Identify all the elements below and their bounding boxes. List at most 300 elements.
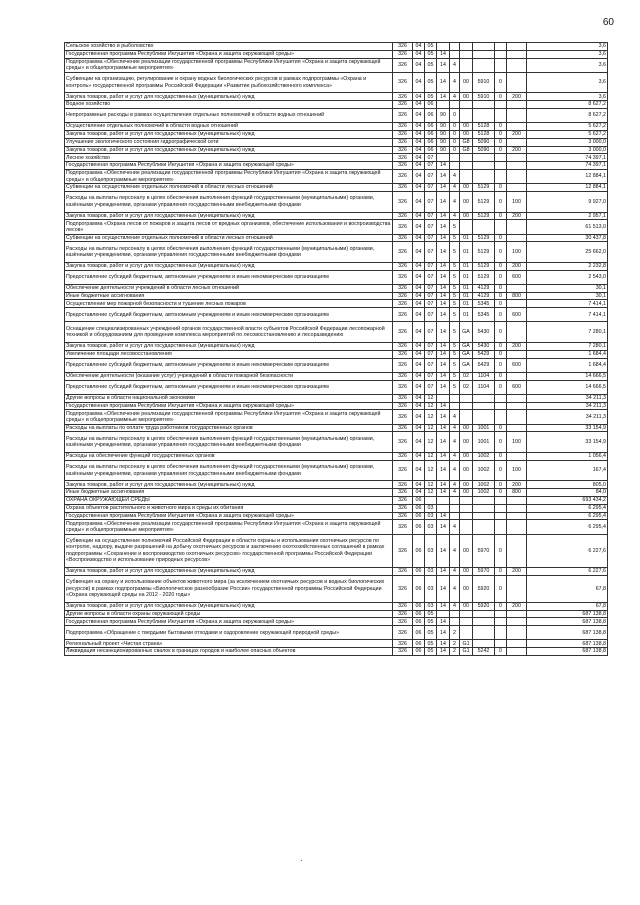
code-type xyxy=(507,234,527,242)
code-type xyxy=(507,300,527,308)
code-type xyxy=(507,169,527,183)
code-subprogram xyxy=(450,394,460,402)
code-section: 04 xyxy=(413,343,425,351)
row-amount: 167,4 xyxy=(527,460,608,481)
code-direction xyxy=(460,496,473,504)
table-row xyxy=(65,50,608,58)
code-admin: 326 xyxy=(393,432,413,453)
code-type xyxy=(507,618,527,626)
code-suffix: 0 xyxy=(495,358,507,372)
code-subprogram: 4 xyxy=(450,575,460,602)
code-program: 14 xyxy=(437,191,450,212)
code-subprogram: 5 xyxy=(450,262,460,270)
code-subsection: 12 xyxy=(425,460,437,481)
code-suffix: 0 xyxy=(495,72,507,93)
code-type: 200 xyxy=(507,343,527,351)
code-admin: 326 xyxy=(393,234,413,242)
code-program xyxy=(437,394,450,402)
table-row xyxy=(65,410,608,424)
row-name: Водное хозяйство xyxy=(65,101,393,109)
code-expense xyxy=(473,512,495,520)
code-section: 06 xyxy=(413,520,425,534)
code-subprogram xyxy=(450,610,460,618)
code-expense: 5345 xyxy=(473,300,495,308)
code-subprogram: 4 xyxy=(450,184,460,192)
row-amount: 3,6 xyxy=(527,43,608,51)
row-name: Расходы на выплаты персоналу в целях обеспечения выполнения функций государственными (муниципальными) органами, казёнными учреждениями, органами управления государственными внебюджетными фондами xyxy=(65,460,393,481)
code-subprogram xyxy=(450,512,460,520)
code-subsection: 07 xyxy=(425,343,437,351)
table-row xyxy=(65,284,608,292)
code-expense: 5429 xyxy=(473,350,495,358)
code-program: 14 xyxy=(437,162,450,170)
code-subsection: 12 xyxy=(425,489,437,497)
code-subprogram: 2 xyxy=(450,626,460,640)
code-type xyxy=(507,394,527,402)
code-subsection: 07 xyxy=(425,184,437,192)
code-type: 200 xyxy=(507,567,527,575)
code-expense: 1002 xyxy=(473,481,495,489)
code-subprogram: 4 xyxy=(450,432,460,453)
row-amount: 3,6 xyxy=(527,93,608,101)
row-name: Улучшение экологического состояния гидрографической сети xyxy=(65,138,393,146)
code-direction: G8 xyxy=(460,138,473,146)
code-suffix xyxy=(495,169,507,183)
code-admin: 326 xyxy=(393,130,413,138)
code-subsection: 12 xyxy=(425,481,437,489)
code-subprogram xyxy=(450,50,460,58)
code-suffix xyxy=(495,402,507,410)
code-suffix: 0 xyxy=(495,212,507,220)
code-admin: 326 xyxy=(393,402,413,410)
code-subprogram: 5 xyxy=(450,300,460,308)
code-program xyxy=(437,101,450,109)
row-name: Осуществление мер пожарной безопасности и тушение лесных пожаров xyxy=(65,300,393,308)
code-subsection: 07 xyxy=(425,242,437,263)
table-row xyxy=(65,300,608,308)
table-row xyxy=(65,504,608,512)
code-type xyxy=(507,520,527,534)
code-subsection: 07 xyxy=(425,350,437,358)
row-amount: 5 627,2 xyxy=(527,123,608,131)
code-expense xyxy=(473,108,495,122)
code-expense: 5129 xyxy=(473,242,495,263)
code-direction xyxy=(460,626,473,640)
code-section: 06 xyxy=(413,534,425,567)
code-direction: GA xyxy=(460,358,473,372)
footer-mark: · xyxy=(300,856,303,865)
code-subprogram: 4 xyxy=(450,72,460,93)
code-program: 14 xyxy=(437,284,450,292)
code-expense xyxy=(473,504,495,512)
code-type xyxy=(507,72,527,93)
code-admin: 326 xyxy=(393,460,413,481)
table-row xyxy=(65,520,608,534)
table-row xyxy=(65,648,608,656)
code-direction xyxy=(460,610,473,618)
code-expense: 5129 xyxy=(473,191,495,212)
code-suffix: 0 xyxy=(495,308,507,322)
table-row xyxy=(65,292,608,300)
code-expense: 5920 xyxy=(473,602,495,610)
code-subprogram: 4 xyxy=(450,481,460,489)
code-type xyxy=(507,504,527,512)
code-direction: 00 xyxy=(460,184,473,192)
code-type xyxy=(507,372,527,380)
code-program: 14 xyxy=(437,410,450,424)
code-type xyxy=(507,123,527,131)
code-suffix: 0 xyxy=(495,424,507,432)
code-suffix xyxy=(495,504,507,512)
code-suffix xyxy=(495,410,507,424)
code-type xyxy=(507,575,527,602)
code-suffix: 0 xyxy=(495,262,507,270)
code-subsection: 07 xyxy=(425,169,437,183)
table-row xyxy=(65,146,608,154)
row-amount: 687 138,8 xyxy=(527,640,608,648)
code-subsection: 07 xyxy=(425,162,437,170)
code-section: 04 xyxy=(413,58,425,72)
row-name: Иные бюджетные ассигнования xyxy=(65,489,393,497)
code-type: 100 xyxy=(507,191,527,212)
code-suffix: 0 xyxy=(495,432,507,453)
row-name: Предоставление субсидий бюджетным, автономным учреждениям и иным некоммерческим организациям xyxy=(65,308,393,322)
code-subsection: 05 xyxy=(425,50,437,58)
row-amount: 34 211,3 xyxy=(527,402,608,410)
code-type: 200 xyxy=(507,212,527,220)
code-program: 14 xyxy=(437,432,450,453)
code-expense: 5910 xyxy=(473,72,495,93)
code-subsection: 06 xyxy=(425,108,437,122)
code-admin: 326 xyxy=(393,169,413,183)
code-program xyxy=(437,43,450,51)
row-amount: 3 000,0 xyxy=(527,138,608,146)
code-expense: 4129 xyxy=(473,284,495,292)
code-section: 04 xyxy=(413,146,425,154)
code-type xyxy=(507,162,527,170)
table-row xyxy=(65,154,608,162)
code-admin: 326 xyxy=(393,242,413,263)
code-direction xyxy=(460,58,473,72)
code-section: 04 xyxy=(413,93,425,101)
row-name: Предоставление субсидий бюджетным, автономным учреждениям и иным некоммерческим организациям xyxy=(65,358,393,372)
code-expense xyxy=(473,220,495,234)
code-subsection: 05 xyxy=(425,626,437,640)
table-row xyxy=(65,567,608,575)
code-subprogram xyxy=(450,496,460,504)
code-admin: 326 xyxy=(393,270,413,284)
code-expense: 1002 xyxy=(473,460,495,481)
code-subsection: 05 xyxy=(425,43,437,51)
table-row xyxy=(65,424,608,432)
code-type xyxy=(507,322,527,343)
table-row xyxy=(65,402,608,410)
code-program: 14 xyxy=(437,424,450,432)
code-direction: 02 xyxy=(460,380,473,394)
row-amount: 14 666,5 xyxy=(527,380,608,394)
row-name: Государственная программа Республики Ингушетия «Охрана и защита окружающей среды» xyxy=(65,512,393,520)
row-amount: 1 684,4 xyxy=(527,358,608,372)
code-program: 14 xyxy=(437,460,450,481)
code-type xyxy=(507,610,527,618)
code-section: 04 xyxy=(413,184,425,192)
code-subsection: 03 xyxy=(425,534,437,567)
code-suffix xyxy=(495,520,507,534)
table-row xyxy=(65,242,608,263)
row-name: Подпрограмма «Обеспечение реализации государственной программы Республики Ингушетия «Охрана и защита окружающей среды» и общепрограммные мероприятия» xyxy=(65,169,393,183)
code-suffix xyxy=(495,154,507,162)
code-program: 14 xyxy=(437,50,450,58)
budget-table-body xyxy=(65,43,608,656)
row-amount: 3 000,0 xyxy=(527,146,608,154)
code-subprogram: 5 xyxy=(450,220,460,234)
code-type xyxy=(507,402,527,410)
code-program: 90 xyxy=(437,130,450,138)
code-program: 14 xyxy=(437,489,450,497)
code-admin: 326 xyxy=(393,575,413,602)
code-suffix xyxy=(495,610,507,618)
code-type: 800 xyxy=(507,292,527,300)
table-row xyxy=(65,618,608,626)
code-expense xyxy=(473,154,495,162)
code-direction: 00 xyxy=(460,534,473,567)
code-admin: 326 xyxy=(393,512,413,520)
code-expense: 5090 xyxy=(473,138,495,146)
code-section: 06 xyxy=(413,648,425,656)
code-suffix: 0 xyxy=(495,380,507,394)
code-section: 06 xyxy=(413,626,425,640)
table-row xyxy=(65,575,608,602)
code-direction: 02 xyxy=(460,372,473,380)
table-row xyxy=(65,512,608,520)
code-type xyxy=(507,138,527,146)
code-subsection: 07 xyxy=(425,292,437,300)
code-subprogram: 4 xyxy=(450,534,460,567)
row-name: Расходы на выплаты персоналу в целях обеспечения выполнения функций государственными (муниципальными) органами, казёнными учреждениями, органами управления государственными внебюджетными фондами xyxy=(65,432,393,453)
table-row xyxy=(65,626,608,640)
code-admin: 326 xyxy=(393,184,413,192)
table-row xyxy=(65,602,608,610)
row-amount: 74 397,1 xyxy=(527,154,608,162)
code-suffix xyxy=(495,496,507,504)
code-program: 14 xyxy=(437,93,450,101)
code-admin: 326 xyxy=(393,424,413,432)
code-type: 600 xyxy=(507,380,527,394)
code-expense xyxy=(473,43,495,51)
code-section: 04 xyxy=(413,242,425,263)
row-name: Государственная программа Республики Ингушетия «Охрана и защита окружающей среды» xyxy=(65,162,393,170)
code-admin: 326 xyxy=(393,610,413,618)
row-name: Закупка товаров, работ и услуг для государственных (муниципальных) нужд xyxy=(65,343,393,351)
code-admin: 326 xyxy=(393,58,413,72)
code-program: 14 xyxy=(437,452,450,460)
code-direction: 01 xyxy=(460,270,473,284)
code-program: 14 xyxy=(437,343,450,351)
code-subprogram: 2 xyxy=(450,648,460,656)
code-subprogram: 4 xyxy=(450,520,460,534)
code-subsection: 06 xyxy=(425,101,437,109)
row-amount: 2 543,0 xyxy=(527,270,608,284)
code-admin: 326 xyxy=(393,350,413,358)
code-subprogram: 0 xyxy=(450,146,460,154)
row-amount: 1 056,4 xyxy=(527,452,608,460)
row-name: Закупка товаров, работ и услуг для государственных (муниципальных) нужд xyxy=(65,262,393,270)
code-direction: 01 xyxy=(460,292,473,300)
table-row xyxy=(65,72,608,93)
code-expense: 5128 xyxy=(473,123,495,131)
code-suffix: 0 xyxy=(495,460,507,481)
code-expense: 1001 xyxy=(473,424,495,432)
code-admin: 326 xyxy=(393,191,413,212)
code-direction: 00 xyxy=(460,212,473,220)
code-subsection: 06 xyxy=(425,138,437,146)
code-subprogram: 5 xyxy=(450,270,460,284)
code-direction: 01 xyxy=(460,234,473,242)
code-subprogram: 5 xyxy=(450,308,460,322)
code-suffix: 0 xyxy=(495,300,507,308)
row-name: Иные бюджетные ассигнования xyxy=(65,292,393,300)
row-name: Закупка товаров, работ и услуг для государственных (муниципальных) нужд xyxy=(65,567,393,575)
code-suffix xyxy=(495,50,507,58)
code-admin: 326 xyxy=(393,262,413,270)
row-amount: 67,8 xyxy=(527,575,608,602)
code-type xyxy=(507,284,527,292)
row-amount: 33 154,9 xyxy=(527,424,608,432)
code-admin: 326 xyxy=(393,93,413,101)
code-expense: 5430 xyxy=(473,343,495,351)
code-subprogram: 4 xyxy=(450,460,460,481)
row-name: Непрограммные расходы в рамках осуществления отдельных полномочий в области водных отношений xyxy=(65,108,393,122)
code-type xyxy=(507,184,527,192)
code-type: 100 xyxy=(507,242,527,263)
row-amount: 30 437,8 xyxy=(527,234,608,242)
code-expense: 5910 xyxy=(473,93,495,101)
code-section: 04 xyxy=(413,394,425,402)
code-program: 14 xyxy=(437,58,450,72)
row-amount: 14 666,5 xyxy=(527,372,608,380)
code-direction: 00 xyxy=(460,489,473,497)
code-direction xyxy=(460,101,473,109)
code-expense: 1001 xyxy=(473,432,495,453)
code-subsection: 07 xyxy=(425,358,437,372)
code-section: 04 xyxy=(413,270,425,284)
code-suffix xyxy=(495,618,507,626)
code-admin: 326 xyxy=(393,162,413,170)
code-section: 04 xyxy=(413,43,425,51)
code-suffix: 0 xyxy=(495,452,507,460)
code-subsection: 07 xyxy=(425,220,437,234)
row-amount: 30,1 xyxy=(527,292,608,300)
code-suffix xyxy=(495,101,507,109)
code-section: 04 xyxy=(413,350,425,358)
code-subsection: 07 xyxy=(425,212,437,220)
code-direction xyxy=(460,394,473,402)
table-row xyxy=(65,138,608,146)
code-program: 14 xyxy=(437,602,450,610)
code-expense: 1002 xyxy=(473,452,495,460)
code-subprogram: 5 xyxy=(450,343,460,351)
row-amount: 6 295,4 xyxy=(527,504,608,512)
code-subsection: 12 xyxy=(425,424,437,432)
code-type: 100 xyxy=(507,432,527,453)
code-suffix: 0 xyxy=(495,123,507,131)
code-expense: 1002 xyxy=(473,489,495,497)
code-section: 06 xyxy=(413,512,425,520)
code-direction: 00 xyxy=(460,567,473,575)
code-section: 06 xyxy=(413,504,425,512)
code-subsection: 07 xyxy=(425,262,437,270)
table-row xyxy=(65,234,608,242)
row-amount: 7 414,1 xyxy=(527,308,608,322)
code-expense: 5128 xyxy=(473,130,495,138)
code-direction: G1 xyxy=(460,648,473,656)
code-program: 14 xyxy=(437,618,450,626)
code-section: 04 xyxy=(413,452,425,460)
code-admin: 326 xyxy=(393,72,413,93)
code-expense xyxy=(473,640,495,648)
code-program: 14 xyxy=(437,270,450,284)
code-expense xyxy=(473,162,495,170)
row-name: Закупка товаров, работ и услуг для государственных (муниципальных) нужд xyxy=(65,93,393,101)
code-type: 600 xyxy=(507,308,527,322)
code-section: 04 xyxy=(413,402,425,410)
row-name: ОХРАНА ОКРУЖАЮЩЕЙ СРЕДЫ xyxy=(65,496,393,504)
code-section: 04 xyxy=(413,284,425,292)
code-admin: 326 xyxy=(393,602,413,610)
code-subprogram: 4 xyxy=(450,410,460,424)
code-subprogram: 4 xyxy=(450,212,460,220)
row-name: Другие вопросы в области национальной экономики xyxy=(65,394,393,402)
code-section: 04 xyxy=(413,410,425,424)
code-suffix xyxy=(495,162,507,170)
row-name: Субвенция на охрану и использование объектов животного мира (за исключением охотничьих ресурсов и водных биологических ресурсов) в рамках подпрограммы «Биологическое разнообразие России» государственной программы Российской Федерации «Охрана окружающей среды на 2012 - 2020 годы» xyxy=(65,575,393,602)
code-subprogram: 4 xyxy=(450,58,460,72)
table-row xyxy=(65,220,608,234)
code-admin: 326 xyxy=(393,123,413,131)
code-subsection: 03 xyxy=(425,520,437,534)
code-subprogram xyxy=(450,43,460,51)
code-admin: 326 xyxy=(393,648,413,656)
code-type xyxy=(507,350,527,358)
code-direction: GA xyxy=(460,350,473,358)
code-section: 06 xyxy=(413,496,425,504)
code-subprogram: 4 xyxy=(450,489,460,497)
code-suffix: 0 xyxy=(495,130,507,138)
code-type: 200 xyxy=(507,262,527,270)
code-subprogram: 5 xyxy=(450,322,460,343)
table-row xyxy=(65,130,608,138)
code-subprogram: 0 xyxy=(450,138,460,146)
code-type: 600 xyxy=(507,358,527,372)
code-program xyxy=(437,610,450,618)
code-expense: 5129 xyxy=(473,270,495,284)
table-row xyxy=(65,372,608,380)
code-expense: 5970 xyxy=(473,534,495,567)
code-expense xyxy=(473,169,495,183)
table-row xyxy=(65,452,608,460)
table-row xyxy=(65,489,608,497)
table-row xyxy=(65,534,608,567)
code-suffix: 0 xyxy=(495,284,507,292)
code-program: 14 xyxy=(437,322,450,343)
code-suffix: 0 xyxy=(495,234,507,242)
code-subprogram: 2 xyxy=(450,640,460,648)
code-program: 14 xyxy=(437,648,450,656)
code-admin: 326 xyxy=(393,154,413,162)
code-program: 14 xyxy=(437,300,450,308)
row-amount: 7 280,1 xyxy=(527,322,608,343)
row-amount: 687 138,8 xyxy=(527,610,608,618)
